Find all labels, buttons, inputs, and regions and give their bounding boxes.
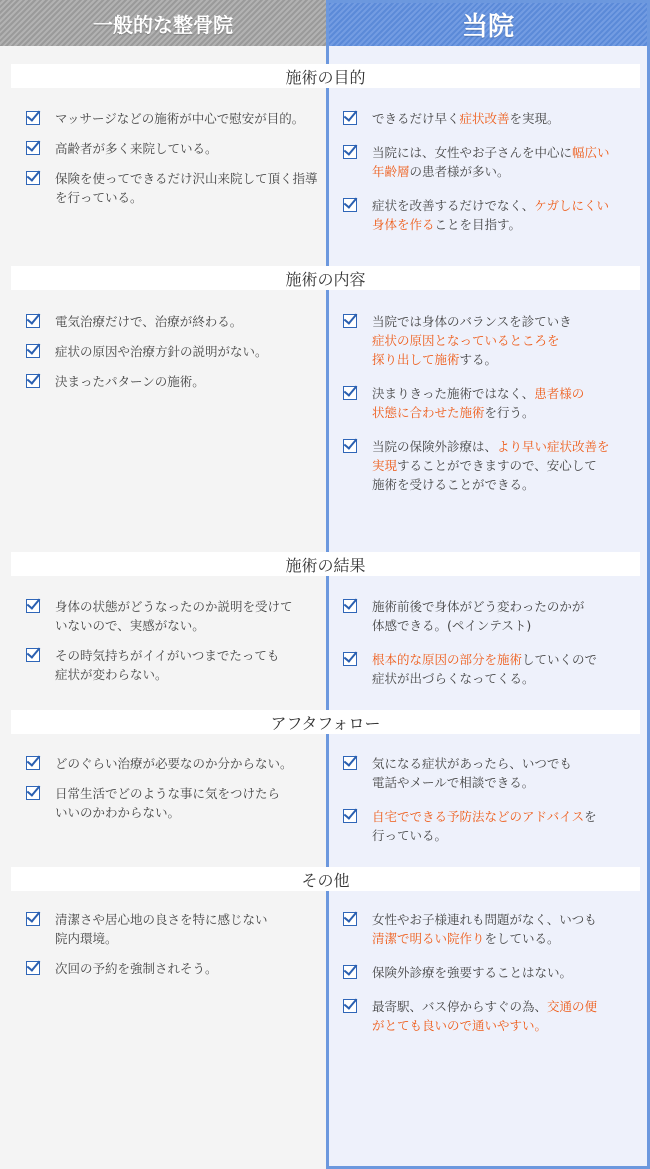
section-title-aftercare: アフタフォロー	[11, 710, 640, 734]
highlight-text: がとても良いので	[372, 1018, 473, 1033]
item-text: 気になる症状があったら、いつでも	[372, 756, 572, 771]
checklist-item	[343, 143, 639, 181]
item-text: 症状の原因や治療方針の説明がない。	[55, 344, 268, 359]
item-text: いいのかわからない。	[55, 805, 181, 820]
right-list-aftercare	[343, 754, 639, 860]
checkbox-icon	[343, 809, 357, 823]
right-list-result	[343, 597, 639, 703]
highlight-text: 症状の原因となっているところを	[372, 333, 560, 348]
checklist-item	[26, 139, 326, 158]
checkbox-icon	[26, 961, 40, 975]
item-text: をしている。	[484, 931, 560, 946]
item-text: 次回の予約を強制されそう。	[55, 961, 218, 976]
highlight-text: 根本的な原因の部分を施術	[372, 652, 523, 667]
checklist-item	[343, 437, 639, 494]
left-list-purpose	[26, 109, 326, 218]
item-text: 指導を行っている。	[55, 171, 318, 205]
item-text: 電話やメールで相談できる。	[372, 775, 535, 790]
checkbox-icon	[26, 374, 40, 388]
highlight-text: ケガしにくい	[534, 198, 610, 213]
item-text: 症状が出づらくなってくる。	[372, 671, 535, 686]
highlight-text: 交通の便	[547, 999, 598, 1014]
item-text: 症状を改善するだけでなく、	[372, 198, 535, 213]
checklist-item	[26, 754, 326, 773]
checklist-item	[343, 109, 639, 128]
right-list-purpose	[343, 109, 639, 249]
checklist-item	[26, 372, 326, 391]
checklist-item	[26, 959, 326, 978]
checkbox-icon	[26, 912, 40, 926]
item-text: 日常生活でどのような事に気をつけたら	[55, 786, 281, 801]
highlight-text: 身体を作る	[372, 217, 435, 232]
checkbox-icon	[343, 756, 357, 770]
item-text: いないので、実感がない。	[55, 618, 205, 633]
highlight-text: 実現	[372, 458, 398, 473]
item-text: することができますので、安心して	[397, 458, 597, 473]
item-text: 清潔さや居心地の良さを特に感じない	[55, 912, 268, 927]
section-title-purpose: 施術の目的	[11, 64, 640, 88]
checklist-item	[343, 807, 639, 845]
checklist-item	[26, 597, 326, 635]
item-text: マッサージなどの施術が中心で慰安が目的。	[55, 111, 305, 126]
section-title-content: 施術の内容	[11, 266, 640, 290]
highlight-text: 幅広い	[572, 145, 610, 160]
checklist-item	[343, 196, 639, 234]
item-text: 施術を受けることができる。	[372, 477, 535, 492]
highlight-text: 症状改善	[459, 111, 510, 126]
item-text: 体感できる。(ペインテスト)	[372, 618, 532, 633]
highlight-text: より早い症状改善を	[497, 439, 610, 454]
highlight-text: 年齢層	[372, 164, 410, 179]
checkbox-icon	[26, 314, 40, 328]
checklist-item	[343, 384, 639, 422]
checkbox-icon	[343, 314, 357, 328]
highlight-text: 清潔で明るい院作り	[372, 931, 485, 946]
checklist-item	[343, 650, 639, 688]
checkbox-icon	[26, 756, 40, 770]
left-list-result	[26, 597, 326, 695]
checkbox-icon	[26, 648, 40, 662]
item-text: 当院の保険外診療は、	[372, 439, 498, 454]
checkbox-icon	[26, 599, 40, 613]
checklist-item	[343, 312, 639, 369]
item-text: ことを目指す。	[434, 217, 522, 232]
checklist-item	[343, 754, 639, 792]
item-text: していくので	[522, 652, 598, 667]
item-text: 決まりきった施術ではなく、	[372, 386, 535, 401]
left-list-other	[26, 910, 326, 989]
item-text: 女性やお子様連れも問題がなく、いつも	[372, 912, 597, 927]
checkbox-icon	[343, 912, 357, 926]
item-text: 身体の状態がどうなったのか説明を受けて	[55, 599, 293, 614]
right-list-content	[343, 312, 639, 509]
highlight-text: 患者様の	[534, 386, 585, 401]
item-text: どのぐらい治療が必要なのか分からない。	[55, 756, 293, 771]
left-column-header: 一般的な整骨院	[0, 0, 326, 46]
section-title-result: 施術の結果	[11, 552, 640, 576]
item-text: 電気治療だけで、治療が終わる。	[55, 314, 243, 329]
checkbox-icon	[343, 145, 357, 159]
checklist-item	[343, 597, 639, 635]
checkbox-icon	[26, 786, 40, 800]
checkbox-icon	[26, 344, 40, 358]
checklist-item	[26, 342, 326, 361]
section-title-other: その他	[11, 867, 640, 891]
checkbox-icon	[343, 999, 357, 1013]
item-text: する。	[459, 352, 498, 367]
checklist-item	[26, 109, 326, 128]
checkbox-icon	[26, 171, 40, 185]
item-text: 院内環境。	[55, 931, 118, 946]
checklist-item	[26, 910, 326, 948]
checklist-item	[26, 312, 326, 331]
checkbox-icon	[343, 965, 357, 979]
item-text: を	[584, 809, 597, 824]
checklist-item	[343, 910, 639, 948]
checkbox-icon	[343, 386, 357, 400]
item-text: その時気持ちがイイがいつまでたっても	[55, 648, 280, 663]
checklist-item	[343, 997, 639, 1035]
item-text: 症状が変わらない。	[55, 667, 168, 682]
item-text: 高齢者が多く来院している。	[55, 141, 218, 156]
checkbox-icon	[26, 141, 40, 155]
right-column-header: 当院	[326, 0, 650, 46]
item-text: できるだけ早く	[372, 111, 460, 126]
item-text: 当院には、女性やお子さんを中心に	[372, 145, 573, 160]
checkbox-icon	[343, 439, 357, 453]
left-list-aftercare	[26, 754, 326, 833]
item-text: 当院では身体のバランスを診ていき	[372, 314, 572, 329]
checklist-item	[26, 784, 326, 822]
item-text: を行う。	[484, 405, 535, 420]
highlight-text: 自宅でできる予防法などのアドバイス	[372, 809, 585, 824]
left-list-content	[26, 312, 326, 402]
item-text: 決まったパターンの施術。	[55, 374, 205, 389]
highlight-text: 探り出して施術	[372, 352, 460, 367]
item-text: 施術前後で身体がどう変わったのかが	[372, 599, 585, 614]
checklist-item	[26, 646, 326, 684]
item-text: を実現。	[509, 111, 560, 126]
checkbox-icon	[343, 198, 357, 212]
highlight-text: 通いやすい。	[472, 1018, 548, 1033]
right-list-other	[343, 910, 639, 1050]
highlight-text: 状態に合わせた施術	[372, 405, 485, 420]
checkbox-icon	[343, 652, 357, 666]
item-text: 保険外診療を強要することはない。	[372, 965, 573, 980]
item-text: 保険を使ってできるだけ沢山来院して頂く	[55, 171, 293, 186]
checkbox-icon	[343, 599, 357, 613]
checkbox-icon	[26, 111, 40, 125]
checklist-item	[343, 963, 639, 982]
checklist-item	[26, 169, 326, 207]
checkbox-icon	[343, 111, 357, 125]
item-text: 最寄駅、バス停からすぐの為、	[372, 999, 548, 1014]
item-text: の患者様が多い。	[409, 164, 510, 179]
item-text: 行っている。	[372, 828, 448, 843]
